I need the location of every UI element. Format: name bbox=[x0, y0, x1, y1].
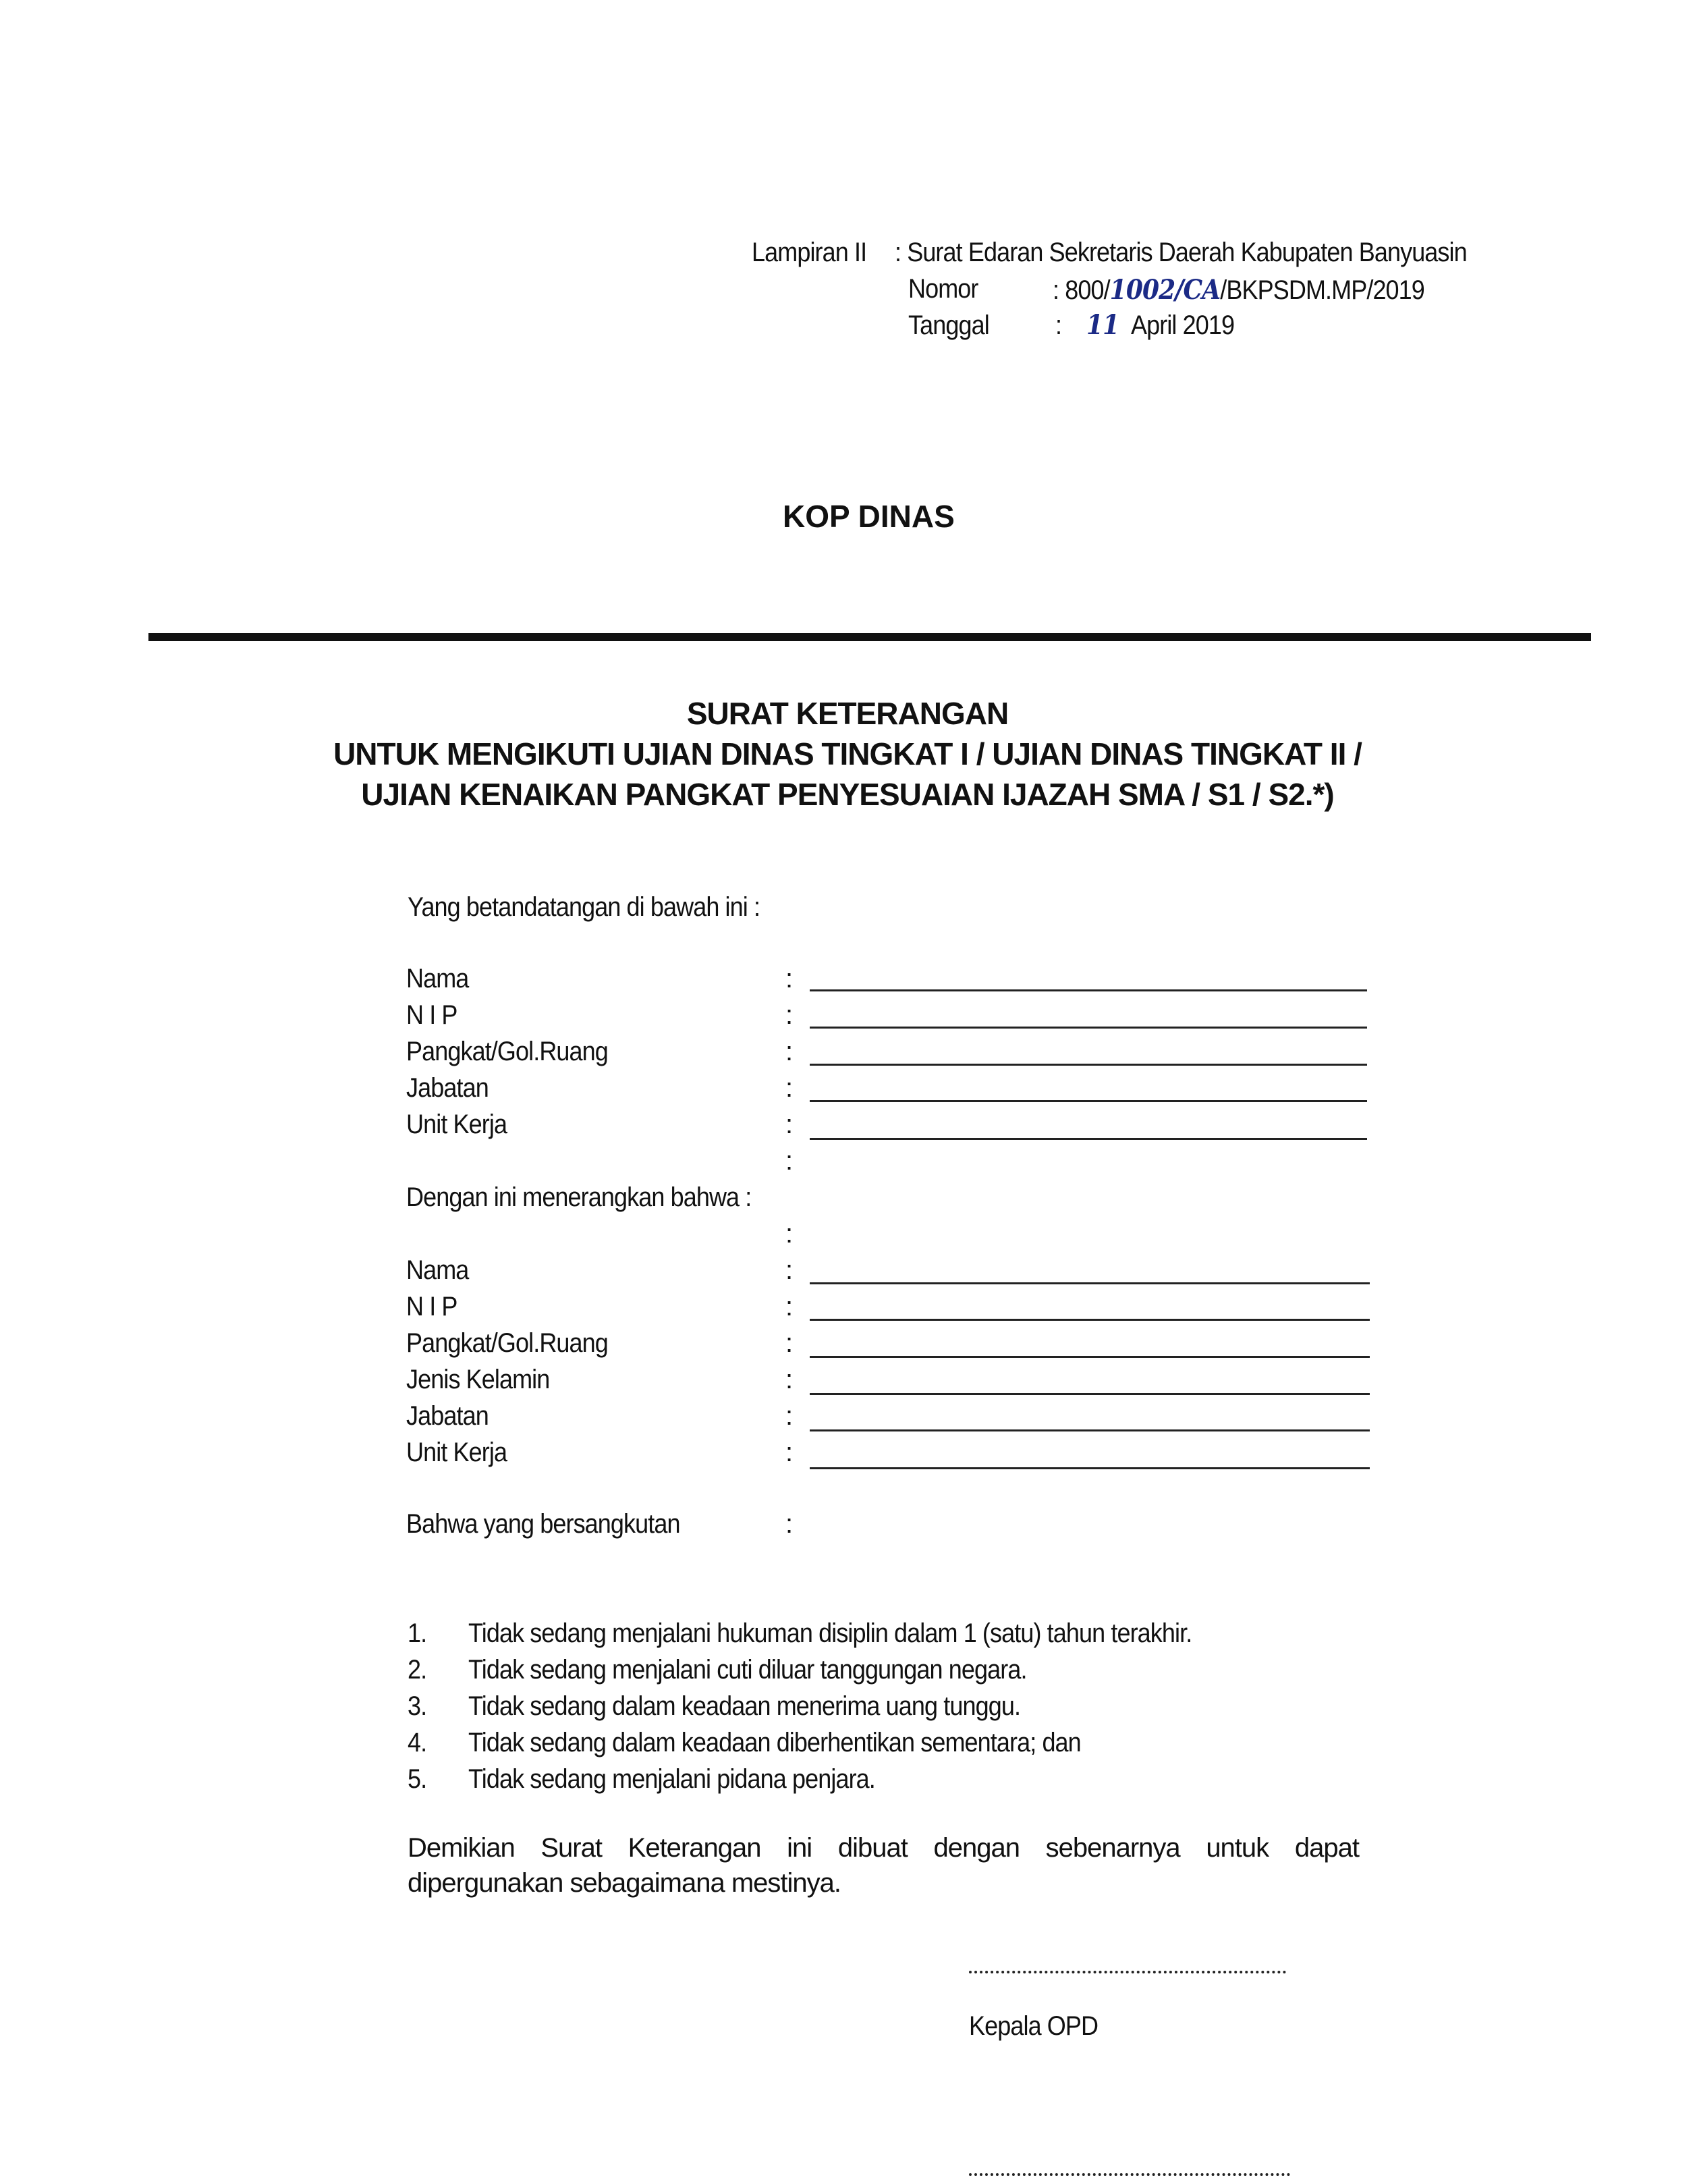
closing-line-1 bbox=[408, 1830, 1359, 1865]
closing-word: sebenarnya bbox=[1045, 1833, 1180, 1863]
lampiran-label: Lampiran II bbox=[752, 238, 867, 267]
condition-4-text: Tidak sedang dalam keadaan diberhentikan sementara; dan bbox=[468, 1728, 1081, 1757]
closing-word: dapat bbox=[1294, 1833, 1359, 1863]
lampiran-value: : Surat Edaran Sekretaris Daerah Kabupaten Banyuasin bbox=[895, 238, 1467, 267]
spacer-colon-1: : bbox=[785, 1146, 794, 1176]
signer-nip-colon: : bbox=[785, 1000, 794, 1030]
signer-jabatan-colon: : bbox=[785, 1073, 794, 1103]
signer-pangkat-label: Pangkat/Gol.Ruang bbox=[406, 1037, 608, 1066]
signer-nama-field[interactable] bbox=[810, 989, 1367, 991]
subject-nama-label: Nama bbox=[406, 1255, 469, 1285]
subject-jabatan-colon: : bbox=[785, 1401, 794, 1431]
title-line-1: SURAT KETERANGAN bbox=[686, 696, 1009, 731]
nomor-value bbox=[1053, 274, 1424, 306]
signer-jabatan-label: Jabatan bbox=[406, 1073, 489, 1103]
condition-2-num: 2. bbox=[408, 1655, 427, 1685]
intro-text: Yang betandatangan di bawah ini : bbox=[408, 892, 760, 922]
subject-nip-field[interactable] bbox=[810, 1319, 1370, 1321]
closing-word: Keterangan bbox=[628, 1833, 761, 1863]
condition-3-text: Tidak sedang dalam keadaan menerima uang tunggu. bbox=[468, 1691, 1021, 1721]
nomor-prefix: : 800/ bbox=[1053, 275, 1110, 305]
signature-date-dotted-line[interactable] bbox=[969, 1971, 1286, 1973]
tanggal-label: Tanggal bbox=[908, 310, 989, 340]
condition-3-num: 3. bbox=[408, 1691, 427, 1721]
subject-kelamin-label: Jenis Kelamin bbox=[406, 1365, 550, 1394]
subject-pangkat-label: Pangkat/Gol.Ruang bbox=[406, 1328, 608, 1358]
declaration-text: Dengan ini menerangkan bahwa : bbox=[406, 1182, 752, 1212]
signer-pangkat-colon: : bbox=[785, 1037, 794, 1066]
nomor-handwritten: 1002/CA bbox=[1109, 274, 1221, 306]
signer-nama-colon: : bbox=[785, 964, 794, 993]
subject-jabatan-label: Jabatan bbox=[406, 1401, 489, 1431]
nomor-label: Nomor bbox=[908, 274, 978, 304]
subject-nama-field[interactable] bbox=[810, 1282, 1370, 1284]
subject-nama-colon: : bbox=[785, 1255, 794, 1285]
signer-nip-label: N I P bbox=[406, 1000, 457, 1030]
signature-name-dotted-line[interactable] bbox=[969, 2173, 1290, 2176]
closing-line-2: dipergunakan sebagaimana mestinya. bbox=[408, 1868, 841, 1898]
condition-5-num: 5. bbox=[408, 1764, 427, 1794]
closing-word: Demikian bbox=[408, 1833, 515, 1863]
bahwa-label: Bahwa yang bersangkutan bbox=[406, 1509, 680, 1539]
subject-jabatan-field[interactable] bbox=[810, 1429, 1370, 1431]
signer-pangkat-field[interactable] bbox=[810, 1064, 1367, 1066]
letterhead-rule bbox=[148, 633, 1591, 641]
tanggal-colon: : bbox=[1055, 310, 1062, 340]
subject-kelamin-colon: : bbox=[785, 1365, 794, 1394]
title-line-2: UNTUK MENGIKUTI UJIAN DINAS TINGKAT I / UJIAN DINAS TINGKAT II / bbox=[333, 736, 1362, 771]
condition-1-num: 1. bbox=[408, 1618, 427, 1648]
signer-jabatan-field[interactable] bbox=[810, 1100, 1367, 1102]
tanggal-value: April 2019 bbox=[1131, 310, 1235, 340]
closing-word: dibuat bbox=[837, 1833, 908, 1863]
closing-word: ini bbox=[787, 1833, 812, 1863]
subject-nip-colon: : bbox=[785, 1292, 794, 1321]
signer-unit-colon: : bbox=[785, 1110, 794, 1139]
closing-word: untuk bbox=[1206, 1833, 1269, 1863]
title-line-3: UJIAN KENAIKAN PANGKAT PENYESUAIAN IJAZAH SMA / S1 / S2.*) bbox=[361, 777, 1334, 812]
kop-dinas: KOP DINAS bbox=[783, 499, 955, 534]
signer-unit-field[interactable] bbox=[810, 1138, 1367, 1140]
condition-5-text: Tidak sedang menjalani pidana penjara. bbox=[468, 1764, 875, 1794]
closing-word: Surat bbox=[540, 1833, 602, 1863]
subject-unit-field[interactable] bbox=[810, 1467, 1370, 1469]
nomor-suffix: /BKPSDM.MP/2019 bbox=[1220, 275, 1424, 305]
subject-kelamin-field[interactable] bbox=[810, 1393, 1370, 1395]
subject-nip-label: N I P bbox=[406, 1292, 457, 1321]
signature-title: Kepala OPD bbox=[969, 2011, 1099, 2041]
signer-nama-label: Nama bbox=[406, 964, 469, 993]
bahwa-colon: : bbox=[785, 1509, 794, 1539]
condition-4-num: 4. bbox=[408, 1728, 427, 1757]
condition-1-text: Tidak sedang menjalani hukuman disiplin dalam 1 (satu) tahun terakhir. bbox=[468, 1618, 1192, 1648]
closing-paragraph bbox=[408, 1830, 1359, 1901]
tanggal-day-handwritten: 11 bbox=[1086, 309, 1119, 341]
subject-unit-label: Unit Kerja bbox=[406, 1438, 507, 1467]
subject-pangkat-field[interactable] bbox=[810, 1356, 1370, 1358]
signer-unit-label: Unit Kerja bbox=[406, 1110, 507, 1139]
subject-unit-colon: : bbox=[785, 1438, 794, 1467]
subject-pangkat-colon: : bbox=[785, 1328, 794, 1358]
condition-2-text: Tidak sedang menjalani cuti diluar tanggungan negara. bbox=[468, 1655, 1027, 1685]
signer-nip-field[interactable] bbox=[810, 1027, 1367, 1029]
spacer-colon-2: : bbox=[785, 1219, 794, 1249]
closing-word: dengan bbox=[933, 1833, 1020, 1863]
